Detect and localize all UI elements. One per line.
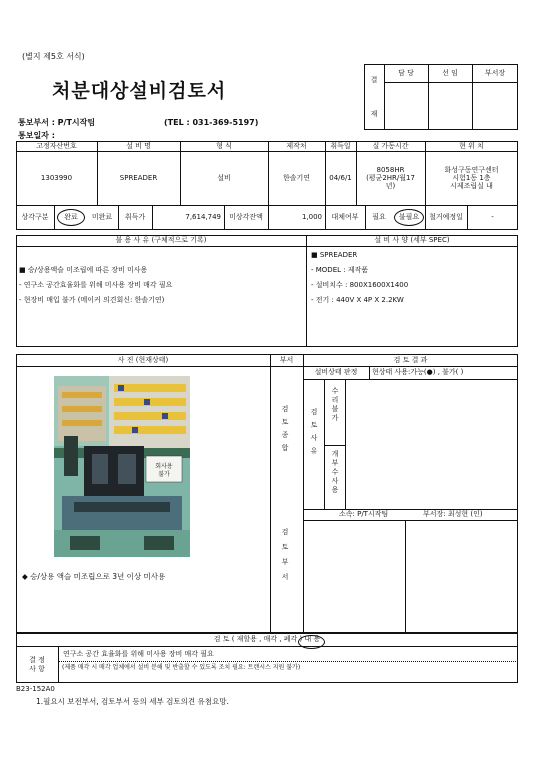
notify-tel: (TEL : 031-369-5197) [164, 118, 259, 127]
dept-manager: 부서장: 최성현 (인) [423, 510, 483, 519]
spec-line-1: ■ SPREADER [311, 251, 358, 259]
page-title: 처분대상설비검토서 [52, 80, 227, 102]
hdr-run-time: 실 가동시간 [372, 141, 409, 150]
reason-spec-box [16, 235, 518, 347]
rental-label: 대체여부 [331, 213, 359, 222]
removal-value: - [491, 213, 494, 222]
cost-label: 취득가 [124, 213, 146, 222]
equipment-photo [54, 376, 190, 557]
hdr-equip-name: 설 비 명 [126, 141, 151, 150]
hdr-asset-no: 고정자산번호 [36, 141, 77, 150]
footer-note: 1.필요시 보전부서, 검토부서 등의 세부 검토의견 유첨요망. [36, 697, 229, 706]
no-need-circle [394, 209, 424, 226]
review-dept-label: 검토부서 [281, 528, 289, 588]
repair-label: 수리불가 [331, 387, 339, 423]
approval-col-staff: 담 당 [398, 68, 414, 77]
dep-done-circle [57, 209, 85, 226]
reason-header: 불 용 사 유 (구체적으로 기록) [115, 236, 207, 245]
val-type: 설비 [217, 173, 231, 182]
sale-circle [298, 635, 325, 649]
review-dept-header: 부서 [279, 355, 294, 364]
photo-caption: ◆ 승/상용 액슬 미조립으로 3년 이상 미사용 [22, 572, 166, 581]
need-option: 필요 [372, 213, 386, 222]
hdr-type: 형 식 [216, 141, 232, 150]
affiliation: 소속: P/T시작팀 [339, 510, 389, 519]
spec-line-4: - 전기 : 440V X 4P X 2.2KW [311, 296, 404, 304]
approval-side-bottom: 재 [370, 109, 378, 118]
cost-value: 7,614,749 [185, 213, 221, 222]
reason-line-1: ■ 승/상용액슬 미조립에 따른 장비 미사용 [19, 266, 148, 274]
val-equip-name: SPREADER [119, 173, 158, 182]
dep-not-done: 미완료 [91, 213, 113, 222]
notify-dept: 통보부서 : P/T시작팀 [18, 118, 96, 127]
hdr-maker: 제작처 [286, 141, 307, 150]
photo-header: 사 진 (현재상태) [117, 355, 169, 364]
hdr-location: 현 위 치 [459, 141, 484, 150]
val-maker: 한솔기연 [282, 173, 311, 182]
approval-side-top: 결 [370, 75, 378, 84]
residual-label: 미상각잔액 [229, 213, 263, 222]
dep-type-label: 상각구분 [21, 213, 49, 222]
form-number: (별지 제5호 서식) [22, 52, 85, 61]
status-label: 설비상태 판정 [314, 368, 358, 377]
dep-done: 완료 [64, 213, 78, 222]
approval-col-head: 부서장 [484, 68, 506, 77]
improve-label: 개부수사용 [331, 450, 339, 495]
svg-text:불가: 불가 [158, 471, 170, 478]
reason-line-2: - 연구소 공간효율화를 위해 미사용 장비 매각 필요 [19, 281, 173, 289]
svg-text:회사용: 회사용 [155, 463, 173, 470]
val-location: 화성구동연구센터 시험1동 1층 시제조립실 내 [444, 165, 499, 191]
reason-line-3: - 현장비 매입 불가 (메이커 의견회신: 한솔기연) [19, 296, 165, 304]
form-code: B23-152A0 [16, 685, 55, 693]
notify-date: 통보일자 : [18, 131, 55, 140]
val-run-time: 8058HR (평균2HR/월17 년) [366, 165, 415, 191]
approval-col-senior: 선 임 [442, 68, 458, 77]
decision-label: 결 정 사 항 [29, 656, 45, 673]
removal-label: 철거예정일 [429, 213, 463, 222]
status-value: 현상태 사용:가능(●) , 불가( ) [372, 368, 464, 377]
review-result-header: 검 토 결 과 [393, 355, 428, 364]
decision-line-1: 연구소 공간 효율화를 위해 미사용 장비 매각 필요 [63, 650, 214, 658]
review-summary-label: 검토종합 [281, 405, 289, 457]
spec-line-3: - 설비치수 : 800X1600X1400 [311, 281, 409, 289]
hdr-acq-date: 취득일 [330, 141, 351, 150]
spec-header: 설 비 사 양 (세부 SPEC) [374, 236, 450, 245]
no-need-option: 불필요 [398, 213, 420, 222]
val-asset-no: 1303990 [40, 173, 73, 182]
decision-line-2: (제품 매각 시 매각 업체에서 설비 분해 및 반출할 수 있도록 조치 필요: 트랜시스 지원 불가) [62, 664, 301, 671]
spec-line-2: - MODEL : 제작품 [311, 266, 369, 274]
review-line: 검 토 ( 재할용 , 매각 , 폐각 ) 내 용 [213, 635, 321, 644]
review-reason-label: 검토사유 [310, 408, 318, 460]
val-acq-date: 04/6/1 [329, 173, 352, 182]
residual-value: 1,000 [301, 213, 322, 222]
